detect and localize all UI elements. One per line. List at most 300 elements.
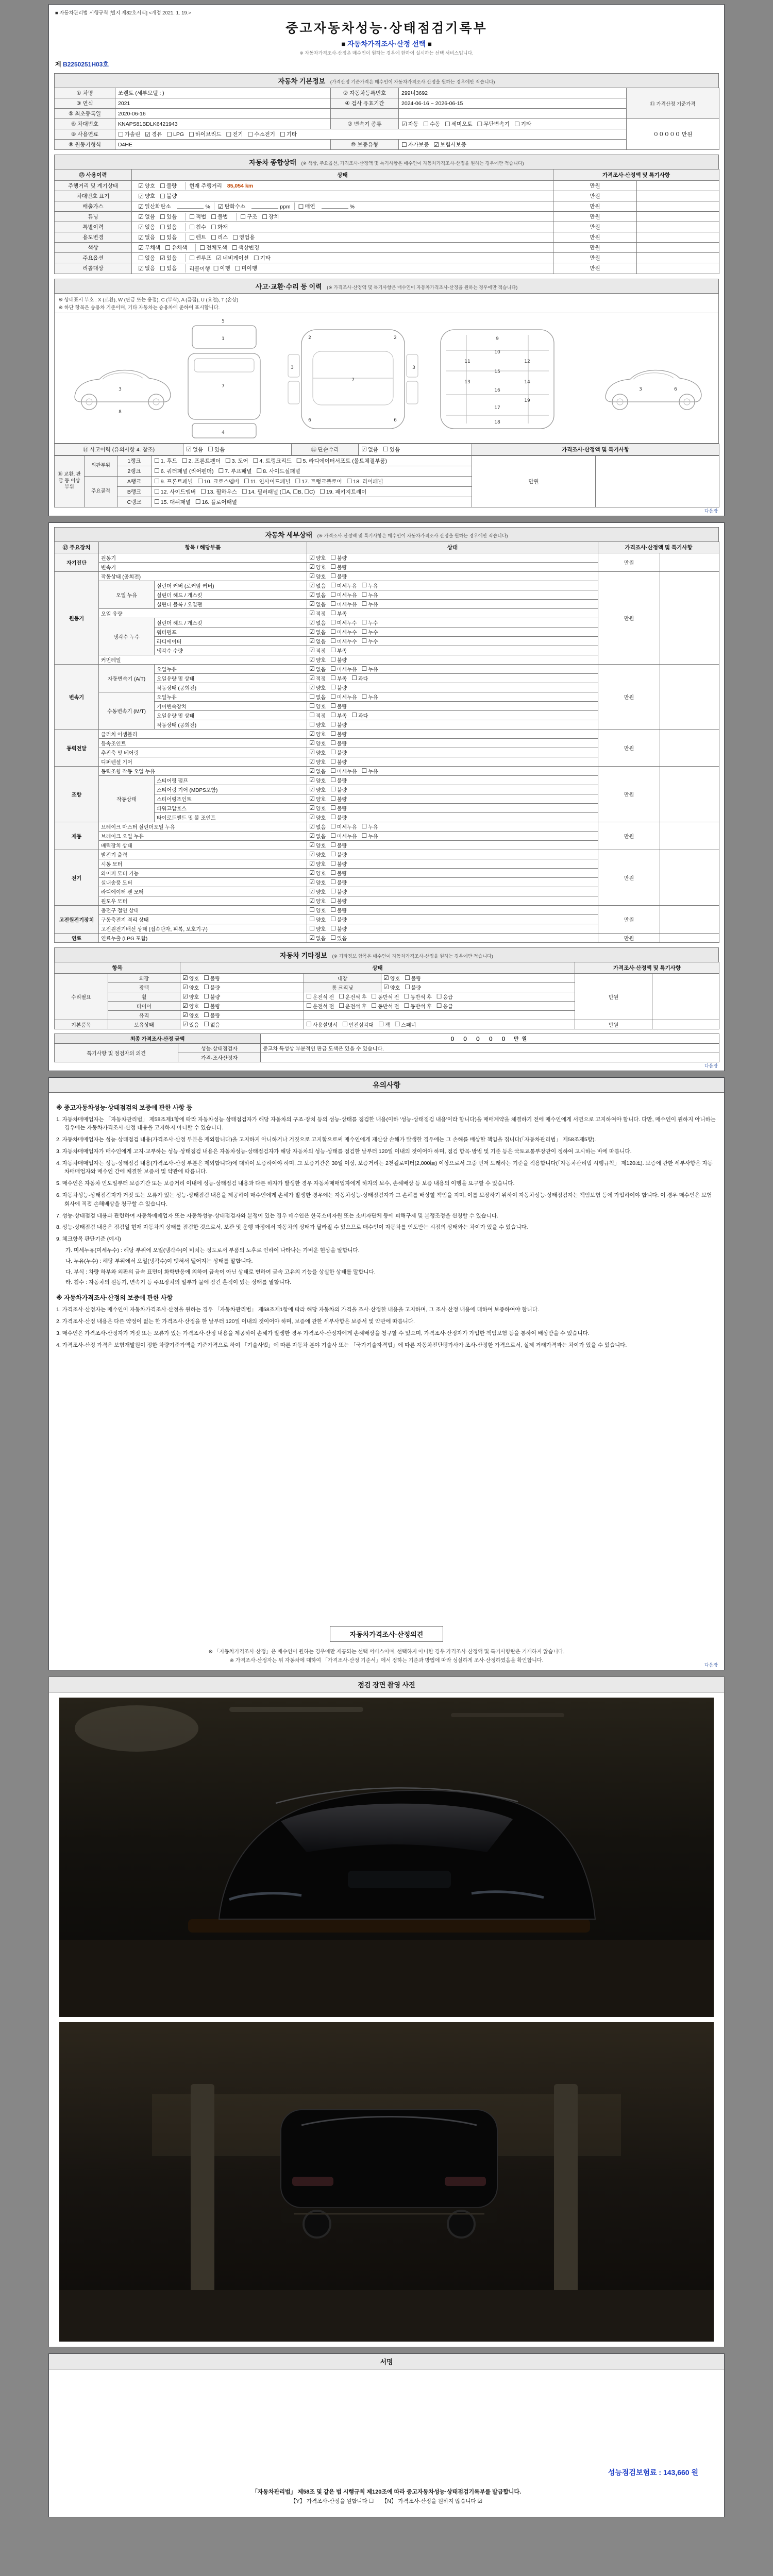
checkbox-미세누유[interactable]	[330, 767, 357, 775]
checkbox-불량[interactable]	[405, 984, 421, 991]
checkbox-11. 인사이드패널[interactable]	[244, 478, 290, 485]
checkbox-없음[interactable]	[309, 637, 326, 645]
checkbox-없음[interactable]	[309, 619, 326, 626]
checkbox-9. 프론트패널[interactable]	[154, 478, 193, 485]
checkbox-구조[interactable]	[240, 213, 257, 221]
checkbox-label: 양호	[315, 806, 326, 812]
checkbox-보험사보증[interactable]	[433, 141, 466, 148]
checkbox-적정[interactable]	[309, 647, 326, 654]
checkbox-불량[interactable]	[330, 860, 347, 868]
checkbox-일산화탄소[interactable]	[138, 202, 171, 210]
checkbox-양호[interactable]	[309, 860, 326, 868]
checkbox-14. 필러패널 (☐A, ☐B, ☐C)[interactable]	[242, 488, 315, 496]
checkbox-18. 리어패널[interactable]	[347, 478, 383, 485]
checkbox-네비게이션[interactable]	[216, 254, 248, 262]
checkbox-없음[interactable]	[309, 693, 326, 701]
checkbox-label: 누유	[368, 592, 378, 599]
checkbox-label: 불량	[166, 183, 177, 189]
checkbox-미세누유[interactable]	[330, 665, 357, 673]
state-group	[185, 182, 259, 190]
checkbox-없음[interactable]	[204, 1021, 220, 1028]
checkbox-동반석 후[interactable]	[404, 993, 432, 1001]
checkbox-미세누유[interactable]	[330, 693, 357, 701]
checkbox-양호[interactable]	[309, 554, 326, 562]
checkbox-5. 라디에이터서포트 (볼트체결부품)[interactable]	[296, 457, 387, 465]
state-cell	[132, 222, 553, 232]
item-name: 실린더 블록 / 오일팬	[155, 599, 307, 608]
checkbox-10. 크로스멤버[interactable]	[197, 478, 239, 485]
checkbox-누유[interactable]	[362, 767, 378, 775]
checkbox-label: 미세누유	[337, 824, 357, 831]
next-page-link[interactable]: 다음장	[704, 508, 718, 514]
checkbox-양호[interactable]	[309, 888, 326, 895]
checkbox-없음[interactable]	[309, 767, 326, 775]
checkbox-기타[interactable]	[254, 254, 271, 262]
col-etc-state: 상태	[180, 962, 575, 973]
checkbox-양호[interactable]	[309, 702, 326, 710]
checkbox-누유[interactable]	[362, 600, 378, 608]
checkbox-불량[interactable]	[330, 878, 347, 886]
remark-cell	[637, 212, 719, 222]
checkbox-불량[interactable]	[330, 814, 347, 821]
checkbox-label: LPG	[173, 131, 184, 138]
checkbox-unchecked-icon: ☐	[330, 767, 336, 774]
state-cell	[307, 896, 598, 905]
checkbox-응급[interactable]	[436, 993, 453, 1001]
checkbox-불량[interactable]	[204, 1002, 220, 1010]
checkbox-양호[interactable]	[309, 684, 326, 691]
checkbox-checked-icon: ☑	[309, 591, 315, 598]
col-price-and-remarks: 가격조사·산정액 및 특기사항	[553, 170, 719, 181]
checkbox-양호[interactable]	[309, 916, 326, 923]
checkbox-누유[interactable]	[362, 693, 378, 701]
checkbox-스패너[interactable]	[395, 1021, 416, 1028]
checkbox-있음[interactable]	[160, 233, 177, 241]
repair-need-label: 수리필요	[55, 973, 108, 1020]
checkbox-label: 불량	[337, 759, 347, 766]
checkbox-무채색[interactable]	[138, 244, 160, 251]
checkbox-동반석 후[interactable]	[404, 1002, 432, 1010]
checkbox-label: 적정	[315, 611, 326, 617]
checkbox-있음[interactable]	[160, 254, 177, 262]
checkbox-unchecked-icon: ☐	[189, 130, 194, 138]
checkbox-label: 누유	[368, 694, 378, 701]
checkbox-유채색[interactable]	[165, 244, 187, 251]
checkbox-불량[interactable]	[204, 974, 220, 982]
checkbox-과다[interactable]	[351, 674, 368, 682]
checkbox-1. 후드[interactable]	[154, 457, 177, 465]
checkbox-양호[interactable]	[309, 795, 326, 803]
checkbox-미세누수[interactable]	[330, 619, 357, 626]
checkbox-양호[interactable]	[309, 869, 326, 877]
checkbox-운전석 전[interactable]	[306, 993, 334, 1001]
checkbox-가솔린[interactable]	[118, 130, 140, 138]
checkbox-label: 불량	[166, 193, 177, 199]
checkbox-label: 미세누수	[337, 639, 357, 645]
checkbox-부족[interactable]	[330, 711, 347, 719]
checkbox-양호[interactable]	[309, 925, 326, 933]
price-cell: 만원	[553, 212, 637, 222]
checkbox-17. 트렁크플로어[interactable]	[295, 478, 342, 485]
checkbox-없음[interactable]	[138, 233, 155, 241]
checkbox-unchecked-icon: ☐	[405, 974, 410, 981]
checkbox-양호[interactable]	[309, 749, 326, 756]
checkbox-매연[interactable]	[298, 202, 315, 210]
checkbox-label: 양호	[315, 574, 326, 580]
checkbox-불량[interactable]	[330, 758, 347, 766]
notice-paragraph: 가. 미세누유(미세누수) : 해당 부위에 오일(냉각수)이 비치는 정도로서 부품의 노후로 인하여 나타나는 가벼운 현상을 말합니다.	[65, 1247, 360, 1254]
checkbox-누수[interactable]	[362, 628, 378, 636]
checkbox-양호[interactable]	[309, 739, 326, 747]
checkbox-15. 대쉬패널[interactable]	[154, 498, 191, 506]
state-cell	[132, 201, 553, 212]
checkbox-양호[interactable]	[138, 192, 155, 200]
checkbox-label: 없음	[144, 234, 156, 241]
checkbox-없음[interactable]	[138, 213, 155, 221]
checkbox-양호[interactable]	[182, 1011, 199, 1019]
checkbox-미세누수[interactable]	[330, 628, 357, 636]
checkbox-불량[interactable]	[330, 786, 347, 793]
checkbox-썬루프[interactable]	[189, 254, 211, 262]
checkbox-렌트[interactable]	[189, 233, 206, 241]
checkbox-기타[interactable]	[280, 130, 297, 138]
checkbox-있음[interactable]	[383, 446, 400, 453]
checkbox-6. 쿼터패널 (리어펜더)[interactable]	[154, 467, 214, 475]
checkbox-label: 불량	[337, 926, 347, 933]
checkbox-unchecked-icon: ☐	[189, 254, 195, 262]
checkbox-불량[interactable]	[330, 739, 347, 747]
checkbox-화재[interactable]	[211, 223, 228, 231]
checkbox-LPG[interactable]	[166, 131, 184, 138]
checkbox-없음[interactable]	[309, 591, 326, 599]
checkbox-미이행[interactable]	[235, 264, 257, 272]
checkbox-불량[interactable]	[204, 984, 220, 991]
checkbox-unchecked-icon: ☐	[154, 467, 160, 474]
checkbox-적정[interactable]	[309, 711, 326, 719]
remark-cell	[660, 905, 719, 933]
checkbox-있음[interactable]	[160, 264, 177, 272]
section-title-etc-info	[54, 947, 719, 962]
checkbox-누수[interactable]	[362, 637, 378, 645]
checkbox-7. 루프패널[interactable]	[219, 467, 252, 475]
checkbox-있음[interactable]	[160, 213, 177, 221]
checkbox-미세누유[interactable]	[330, 591, 357, 599]
checkbox-label: 18. 리어패널	[353, 478, 383, 485]
checkbox-3. 도어[interactable]	[225, 457, 248, 465]
checkbox-없음[interactable]	[309, 665, 326, 673]
checkbox-양호[interactable]	[383, 984, 400, 991]
checkbox-응급[interactable]	[436, 1002, 453, 1010]
checkbox-없음[interactable]	[309, 628, 326, 636]
checkbox-양호[interactable]	[383, 974, 400, 982]
checkbox-탄화수소[interactable]	[218, 202, 245, 210]
checkbox-불량[interactable]	[330, 841, 347, 849]
state-cell	[307, 877, 598, 887]
price-appraisal-choice[interactable]: 【Y】 가격조사·산정을 원합니다 ☐ 【N】 가격조사·산정을 원하지 않습니다 ☑	[290, 2498, 483, 2504]
checkbox-누유[interactable]	[362, 665, 378, 673]
item-name: 시동 모터	[99, 859, 307, 868]
checkbox-8. 사이드실패널[interactable]	[257, 467, 300, 475]
checkbox-label: 양호	[315, 759, 326, 766]
checkbox-수동[interactable]	[423, 120, 440, 128]
checkbox-불량[interactable]	[330, 563, 347, 571]
checkbox-미세누유[interactable]	[330, 600, 357, 608]
checkbox-label: 불량	[337, 889, 347, 895]
remarks-label: 특기사항 및 점검자의 의견	[55, 1043, 178, 1062]
checkbox-불량[interactable]	[160, 182, 177, 190]
checkbox-unchecked-icon: ☐	[160, 213, 165, 221]
remark-cell	[660, 766, 719, 822]
page-4-photos	[48, 1676, 725, 2347]
state-cell	[132, 243, 553, 253]
state-group	[236, 213, 287, 221]
checkbox-없음[interactable]	[309, 582, 326, 589]
checkbox-unchecked-icon: ☐	[361, 619, 367, 626]
checkbox-있음[interactable]	[182, 1021, 199, 1028]
checkbox-불량[interactable]	[330, 721, 347, 728]
checkbox-양호[interactable]	[309, 786, 326, 793]
checkbox-label: 1. 후드	[160, 457, 177, 464]
next-page-link[interactable]: 다음장	[704, 1662, 718, 1668]
checkbox-미세누유[interactable]	[330, 823, 357, 831]
checkbox-checked-icon: ☑	[309, 647, 315, 654]
checkbox-양호[interactable]	[309, 878, 326, 886]
checkbox-안전삼각대[interactable]	[342, 1021, 374, 1028]
checkbox-있음[interactable]	[330, 934, 347, 942]
checkbox-양호[interactable]	[309, 851, 326, 858]
checkbox-침수[interactable]	[189, 223, 206, 231]
checkbox-불량[interactable]	[330, 916, 347, 923]
checkbox-무단변속기[interactable]	[477, 120, 509, 128]
checkbox-적정[interactable]	[309, 674, 326, 682]
item-name: 타이로드엔드 및 볼 조인트	[155, 812, 307, 822]
checkbox-unchecked-icon: ☐	[309, 711, 315, 719]
checkbox-미세누수[interactable]	[330, 637, 357, 645]
checkbox-unchecked-icon: ☐	[383, 446, 389, 453]
checkbox-양호[interactable]	[309, 730, 326, 738]
checkbox-과다[interactable]	[351, 711, 368, 719]
state-group	[135, 182, 185, 190]
checkbox-양호[interactable]	[309, 572, 326, 580]
checkbox-동반석 전[interactable]	[371, 993, 399, 1001]
checkbox-색상변경[interactable]	[232, 244, 259, 251]
checkbox-label: 6. 쿼터패널 (리어펜더)	[160, 468, 214, 474]
state-cell	[180, 992, 304, 1001]
checkbox-없음[interactable]	[361, 446, 378, 453]
checkbox-label: 있음	[166, 265, 177, 272]
checkbox-label: 양호	[144, 193, 156, 199]
checkbox-불량[interactable]	[160, 192, 177, 200]
checkbox-label: 15. 대쉬패널	[160, 499, 191, 505]
checkbox-13. 휠하우스[interactable]	[200, 488, 237, 496]
checkbox-누수[interactable]	[362, 619, 378, 626]
checkbox-불량[interactable]	[204, 993, 220, 1001]
device-name: 변속기	[55, 664, 99, 729]
checkbox-불량[interactable]	[204, 1011, 220, 1019]
checkbox-누유[interactable]	[362, 591, 378, 599]
checkbox-unchecked-icon: ☐	[330, 916, 336, 923]
checkbox-불량[interactable]	[330, 730, 347, 738]
checkbox-없음[interactable]	[309, 832, 326, 840]
item-name: 작동상태 (공회전)	[155, 683, 307, 692]
checkbox-불량[interactable]	[330, 749, 347, 756]
item-name: 브레이크 오일 누유	[99, 831, 307, 840]
state-cell	[132, 232, 553, 243]
checkbox-전체도색[interactable]	[199, 244, 227, 251]
checkbox-양호[interactable]	[182, 1002, 199, 1010]
checkbox-잭[interactable]	[378, 1021, 390, 1028]
checkbox-16. 플로어패널[interactable]	[195, 498, 237, 506]
checkbox-사용설명서[interactable]	[306, 1021, 338, 1028]
checkbox-불량[interactable]	[330, 925, 347, 933]
checkbox-부족[interactable]	[330, 674, 347, 682]
checkbox-양호[interactable]	[182, 984, 199, 991]
checkbox-불량[interactable]	[330, 572, 347, 580]
checkbox-운전석 후[interactable]	[339, 1002, 366, 1010]
checkbox-label: 운전석 전	[312, 1004, 334, 1010]
item-name: 등속조인트	[99, 738, 307, 748]
checkbox-12. 사이드멤버[interactable]	[154, 488, 196, 496]
basic-info-row	[55, 140, 719, 150]
checkbox-불량[interactable]	[330, 897, 347, 905]
checkbox-있음[interactable]	[208, 446, 225, 453]
checkbox-불량[interactable]	[330, 795, 347, 803]
checkbox-불량[interactable]	[330, 888, 347, 895]
state-cell	[307, 738, 598, 748]
checkbox-불법[interactable]	[211, 213, 228, 221]
checkbox-checked-icon: ☑	[138, 192, 144, 200]
checkbox-누유[interactable]	[362, 832, 378, 840]
state-group	[185, 264, 265, 273]
checkbox-이행[interactable]	[213, 264, 230, 272]
checkbox-리스[interactable]	[211, 233, 228, 241]
checkbox-19. 패키지트레이[interactable]	[320, 488, 366, 496]
detail-state-table	[54, 541, 719, 943]
checkbox-없음[interactable]	[138, 264, 155, 272]
checkbox-4. 트렁크리드[interactable]	[253, 457, 292, 465]
next-page-link[interactable]: 다음장	[704, 1063, 718, 1069]
checkbox-부족[interactable]	[330, 647, 347, 654]
checkbox-없음[interactable]	[309, 934, 326, 942]
checkbox-누유[interactable]	[362, 823, 378, 831]
checkbox-자가보증[interactable]	[401, 141, 429, 148]
checkbox-양호[interactable]	[309, 814, 326, 821]
checkbox-양호[interactable]	[309, 563, 326, 571]
checkbox-동반석 전[interactable]	[371, 1002, 399, 1010]
checkbox-checked-icon: ☑	[217, 202, 224, 210]
state-group	[185, 254, 279, 262]
item-name: 스티어링 기어 (MDPS포함)	[155, 785, 307, 794]
checkbox-unchecked-icon: ☐	[320, 488, 325, 495]
checkbox-unchecked-icon: ☐	[309, 693, 315, 700]
state-cell	[132, 191, 553, 201]
checkbox-운전석 후[interactable]	[339, 993, 366, 1001]
checkbox-unchecked-icon: ☐	[330, 814, 336, 821]
value-blank	[177, 203, 204, 209]
checkbox-불량[interactable]	[330, 776, 347, 784]
checkbox-2. 프론트펜더[interactable]	[182, 457, 221, 465]
checkbox-불량[interactable]	[330, 656, 347, 664]
checkbox-양호[interactable]	[138, 182, 155, 190]
checkbox-경유[interactable]	[145, 130, 162, 138]
checkbox-unchecked-icon: ☐	[330, 804, 336, 811]
usage-history-label: 주요옵션	[55, 253, 132, 263]
rank-label: A랭크	[117, 476, 152, 486]
checkbox-불량[interactable]	[405, 974, 421, 982]
checkbox-양호[interactable]	[182, 993, 199, 1001]
checkbox-checked-icon: ☑	[309, 869, 315, 876]
checkbox-없음[interactable]	[138, 223, 155, 231]
checkbox-누유[interactable]	[362, 582, 378, 589]
state-cell	[307, 627, 598, 636]
checkbox-불량[interactable]	[330, 684, 347, 691]
checkbox-적법[interactable]	[189, 213, 206, 221]
checkbox-checked-icon: ☑	[309, 860, 315, 867]
checkbox-없음[interactable]	[309, 600, 326, 608]
checkbox-전기[interactable]	[226, 130, 243, 138]
checkbox-양호[interactable]	[182, 974, 199, 982]
checkbox-불량[interactable]	[330, 554, 347, 562]
remark-cell	[660, 571, 719, 664]
checkbox-장치[interactable]	[262, 213, 279, 221]
checkbox-자동[interactable]	[401, 120, 418, 128]
item-group-label: 자동변속기 (A/T)	[99, 664, 155, 692]
checkbox-불량[interactable]	[330, 804, 347, 812]
checkbox-수소전기[interactable]	[248, 130, 275, 138]
checkbox-label: 양호	[390, 985, 400, 991]
checkbox-양호[interactable]	[309, 656, 326, 664]
checkbox-없음[interactable]	[138, 254, 155, 262]
checkbox-영업용[interactable]	[232, 233, 255, 241]
checkbox-불량[interactable]	[330, 851, 347, 858]
checkbox-부족[interactable]	[330, 609, 347, 617]
checkbox-양호[interactable]	[309, 841, 326, 849]
checkbox-양호[interactable]	[309, 804, 326, 812]
checkbox-운전석 전[interactable]	[306, 1002, 334, 1010]
checkbox-unchecked-icon: ☐	[330, 656, 336, 663]
checkbox-있음[interactable]	[160, 223, 177, 231]
checkbox-양호[interactable]	[309, 776, 326, 784]
checkbox-unchecked-icon: ☐	[160, 233, 165, 241]
notice-paragraph: 8. 성능·상태점검 내용은 점검일 현재 자동차의 상태를 점검한 것으로서, 보관 및 운행 과정에서 자동차의 상태가 달라질 수 있으므로 매수인이 자동차를 인도받는 시점의 상태와는 차이가 있을 수 있습니다.	[56, 1224, 528, 1231]
checkbox-양호[interactable]	[309, 897, 326, 905]
checkbox-양호[interactable]	[309, 758, 326, 766]
checkbox-불량[interactable]	[330, 869, 347, 877]
detail-state-title: 자동차 세부상태	[265, 531, 312, 539]
checkbox-양호[interactable]	[309, 721, 326, 728]
checkbox-불량[interactable]	[330, 906, 347, 914]
checkbox-없음[interactable]	[186, 446, 203, 453]
checkbox-없음[interactable]	[309, 823, 326, 831]
simple-repair-label: ⑮ 단순수리	[292, 444, 359, 455]
state-cell	[307, 924, 598, 933]
checkbox-unchecked-icon: ☐	[181, 457, 188, 464]
checkbox-세미오토[interactable]	[445, 120, 472, 128]
checkbox-label: 미세누유	[337, 834, 357, 840]
checkbox-적정[interactable]	[309, 609, 326, 617]
checkbox-하이브리드[interactable]	[189, 130, 221, 138]
price-cell: 만원	[553, 222, 637, 232]
overall-state-row	[55, 181, 719, 191]
checkbox-미세누유[interactable]	[330, 832, 357, 840]
checkbox-unchecked-icon: ☐	[371, 1002, 377, 1009]
checkbox-불량[interactable]	[330, 702, 347, 710]
checkbox-양호[interactable]	[309, 906, 326, 914]
checkbox-label: 없음	[315, 824, 326, 831]
checkbox-미세누유[interactable]	[330, 582, 357, 589]
item-name: 오일유량 및 상태	[155, 673, 307, 683]
checkbox-기타[interactable]	[514, 120, 531, 128]
